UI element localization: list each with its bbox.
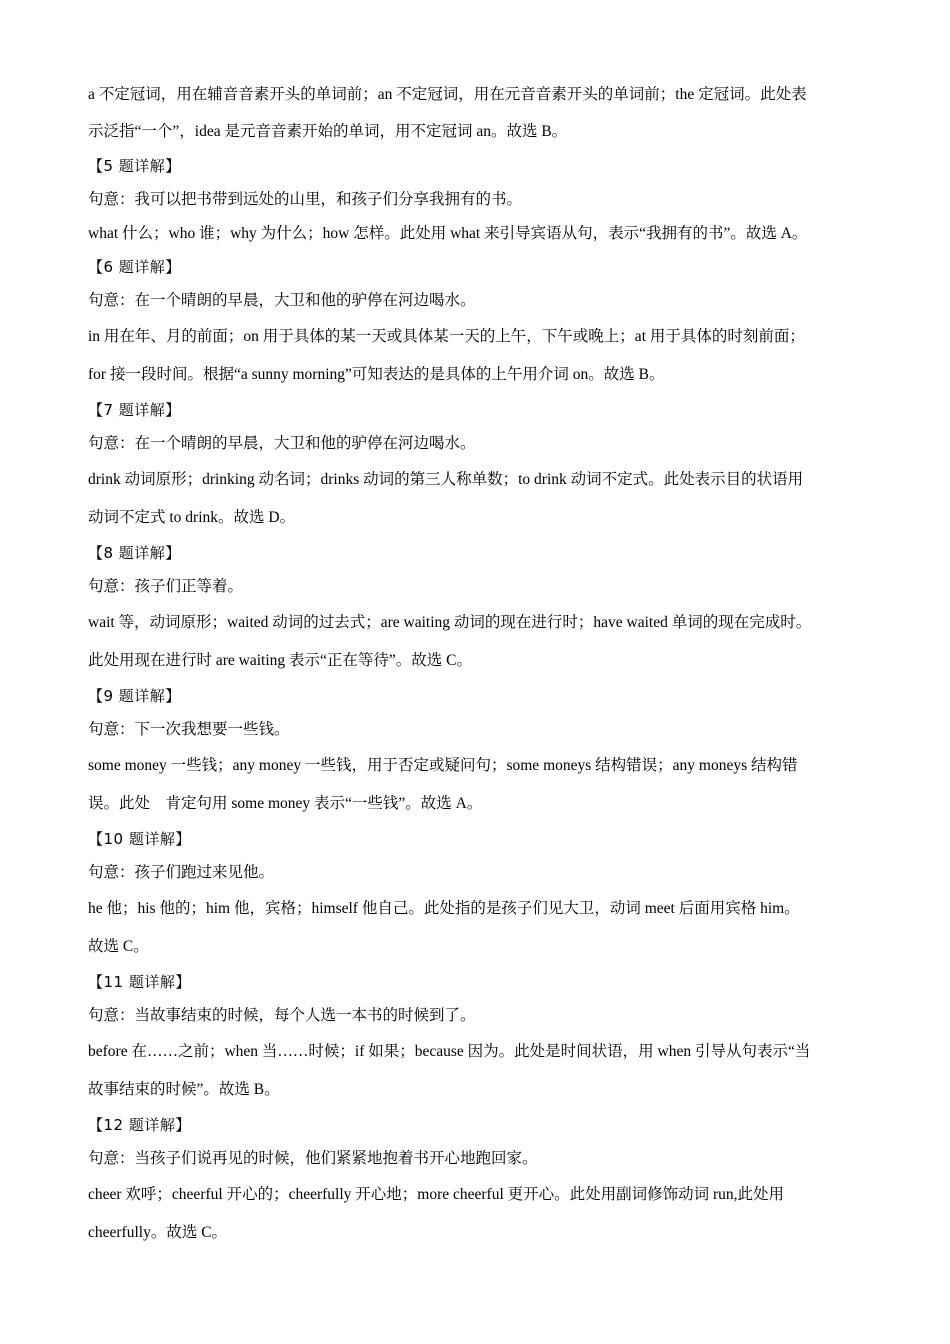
sentence-meaning: 句意：孩子们跑过来见他。: [88, 864, 275, 881]
explanation-line: wait 等，动词原形；waited 动词的过去式；are waiting 动词的现在进行时；have waited 单词的现在完成时。: [88, 614, 812, 631]
explanation-line: cheerfully。故选 C。: [88, 1224, 228, 1241]
section-heading: 【6 题详解】: [88, 258, 181, 276]
section-q12: [88, 1109, 868, 1252]
explanation-line: in 用在年、月的前面；on 用于具体的某一天或具体某一天的上午，下午或晚上；at 用于具体的时刻前面；: [88, 328, 805, 345]
document-page: [88, 76, 868, 1252]
section-q10: [88, 823, 868, 966]
sentence-meaning: 句意：在一个晴朗的早晨，大卫和他的驴停在河边喝水。: [88, 435, 476, 452]
section-q8: [88, 537, 868, 680]
explanation-line: he 他；his 他的；him 他，宾格；himself 他自己。此处指的是孩子们见大卫，动词 meet 后面用宾格 him。: [88, 900, 800, 917]
explanation-line: 误。此处 肯定句用 some money 表示“一些钱”。故选 A。: [88, 795, 483, 812]
section-heading: 【9 题详解】: [88, 687, 181, 705]
explanation-line: drink 动词原形；drinking 动名词；drinks 动词的第三人称单数；to drink 动词不定式。此处表示目的状语用: [88, 471, 804, 488]
section-q9: [88, 680, 868, 823]
section-heading: 【12 题详解】: [88, 1116, 191, 1134]
explanation-line: for 接一段时间。根据“a sunny morning”可知表达的是具体的上午用介词 on。故选 B。: [88, 366, 665, 383]
section-heading: 【5 题详解】: [88, 157, 181, 175]
sentence-meaning: 句意：当孩子们说再见的时候，他们紧紧地抱着书开心地跑回家。: [88, 1150, 538, 1167]
explanation-line: 故选 C。: [88, 938, 149, 955]
section-heading: 【8 题详解】: [88, 544, 181, 562]
section-q7: [88, 394, 868, 537]
explanation-line: some money 一些钱；any money 一些钱，用于否定或疑问句；some moneys 结构错误；any moneys 结构错: [88, 757, 798, 774]
explanation-line: before 在……之前；when 当……时候；if 如果；because 因为。此处是时间状语，用 when 引导从句表示“当: [88, 1043, 811, 1060]
section-heading: 【10 题详解】: [88, 830, 191, 848]
section-q11: [88, 966, 868, 1109]
explanation-line: what 什么；who 谁；why 为什么；how 怎样。此处用 what 来引导宾语从句，表示“我拥有的书”。故选 A。: [88, 225, 808, 242]
section-heading: 【7 题详解】: [88, 401, 181, 419]
sentence-meaning: 句意：在一个晴朗的早晨，大卫和他的驴停在河边喝水。: [88, 292, 476, 309]
section-q5: [88, 150, 868, 251]
intro-line: 示泛指“一个”，idea 是元音音素开始的单词，用不定冠词 an。故选 B。: [88, 123, 568, 140]
intro-paragraph: [88, 76, 868, 150]
section-q6: [88, 251, 868, 394]
section-heading: 【11 题详解】: [88, 973, 191, 991]
explanation-line: 动词不定式 to drink。故选 D。: [88, 509, 296, 526]
explanation-line: cheer 欢呼；cheerful 开心的；cheerfully 开心地；more cheerful 更开心。此处用副词修饰动词 run,此处用: [88, 1186, 785, 1203]
sentence-meaning: 句意：我可以把书带到远处的山里，和孩子们分享我拥有的书。: [88, 191, 523, 208]
sentence-meaning: 句意：孩子们正等着。: [88, 578, 244, 595]
explanation-line: 此处用现在进行时 are waiting 表示“正在等待”。故选 C。: [88, 652, 473, 669]
sentence-meaning: 句意：当故事结束的时候，每个人选一本书的时候到了。: [88, 1007, 476, 1024]
intro-line: a 不定冠词，用在辅音音素开头的单词前；an 不定冠词，用在元音音素开头的单词前；the 定冠词。此处表: [88, 86, 807, 103]
explanation-line: 故事结束的时候”。故选 B。: [88, 1081, 280, 1098]
sentence-meaning: 句意：下一次我想要一些钱。: [88, 721, 290, 738]
